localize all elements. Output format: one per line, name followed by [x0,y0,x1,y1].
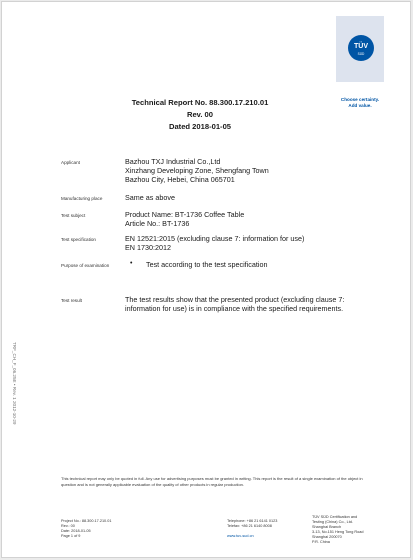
telefax: Telefax: +86 21 6140 8008 [227,524,272,528]
contact-info [227,519,277,539]
test-specification-label: Test specification [61,237,96,242]
test-specification-line: EN 1730:2012 [125,243,171,252]
test-specification-line: EN 12521:2015 (excluding clause 7: information for use) [125,234,305,243]
logo-slogan [335,97,385,109]
report-title-block [90,97,310,133]
test-subject-line: Product Name: BT-1736 Coffee Table [125,210,245,219]
manufacturing-place-value: Same as above [125,193,175,202]
meta-rev: Rev.: 00 [61,524,75,528]
tuv-logo-text: TÜV [354,43,368,50]
meta-project-no: Project No.: 88.300.17.210.01 [61,519,112,523]
website-link[interactable]: www.tuv-sud.cn [227,534,254,538]
slogan-line-2: Add value. [348,103,372,108]
address-line: Shanghai 200070 [312,535,342,539]
form-reference-side-text: TRF_CH_F_06.25E • Rev. 1 2012-10-29 [12,342,17,425]
slogan-line-1: Choose certainty. [340,97,380,102]
meta-page: Page 1 of 9 [61,534,81,538]
address-line: TÜV SÜD Certification and [312,515,358,519]
disclaimer-text: This technical report may only be quoted in full. Any use for advertising purposes must be granted in writing. This report is the result of a single examination of the object in question and is not generally applicable evaluation of the quality of other products in regular production. [61,476,363,487]
report-meta [61,519,111,539]
purpose-value: Test according to the test specification [146,260,268,269]
applicant-line: Xinzhang Developing Zone, Shengfang Town [125,166,269,175]
applicant-value [125,157,365,184]
company-address [312,515,363,545]
applicant-line: Bazhou City, Hebei, China 065701 [125,175,235,184]
address-line: 3-13, No.151 Heng Tong Road [312,530,364,534]
tuv-logo-subtext: SÜD [357,52,365,56]
test-result-value [125,295,365,313]
applicant-label: Applicant [61,160,80,165]
applicant-line: Bazhou TXJ Industrial Co.,Ltd [125,157,221,166]
report-date: Dated 2018-01-05 [168,122,232,131]
telephone: Telephone: +86 21 6141 0123 [227,519,278,523]
purpose-label: Purpose of examination [61,263,110,268]
manufacturing-place-label: Manufacturing place [61,196,103,201]
test-result-line: information for use) is in compliance with the specified requirements. [125,304,344,313]
address-line: Shanghai Branch [312,525,342,529]
meta-date: Date: 2018-01-05 [61,529,91,533]
address-line: Testing (China) Co., Ltd. [312,520,353,524]
report-revision: Rev. 00 [186,110,214,119]
test-result-line: The test results show that the presented product (excluding clause 7: [125,295,345,304]
test-subject-line: Article No.: BT-1736 [125,219,190,228]
report-cover-page [1,1,411,558]
test-subject-value [125,210,365,228]
test-specification-value [125,234,365,252]
test-result-label: Test result [61,298,82,303]
address-line: P.R. China [312,540,330,544]
bullet-icon: • [130,260,133,267]
test-subject-label: Test subject [61,213,86,218]
report-number: Technical Report No. 88.300.17.210.01 [131,98,269,107]
